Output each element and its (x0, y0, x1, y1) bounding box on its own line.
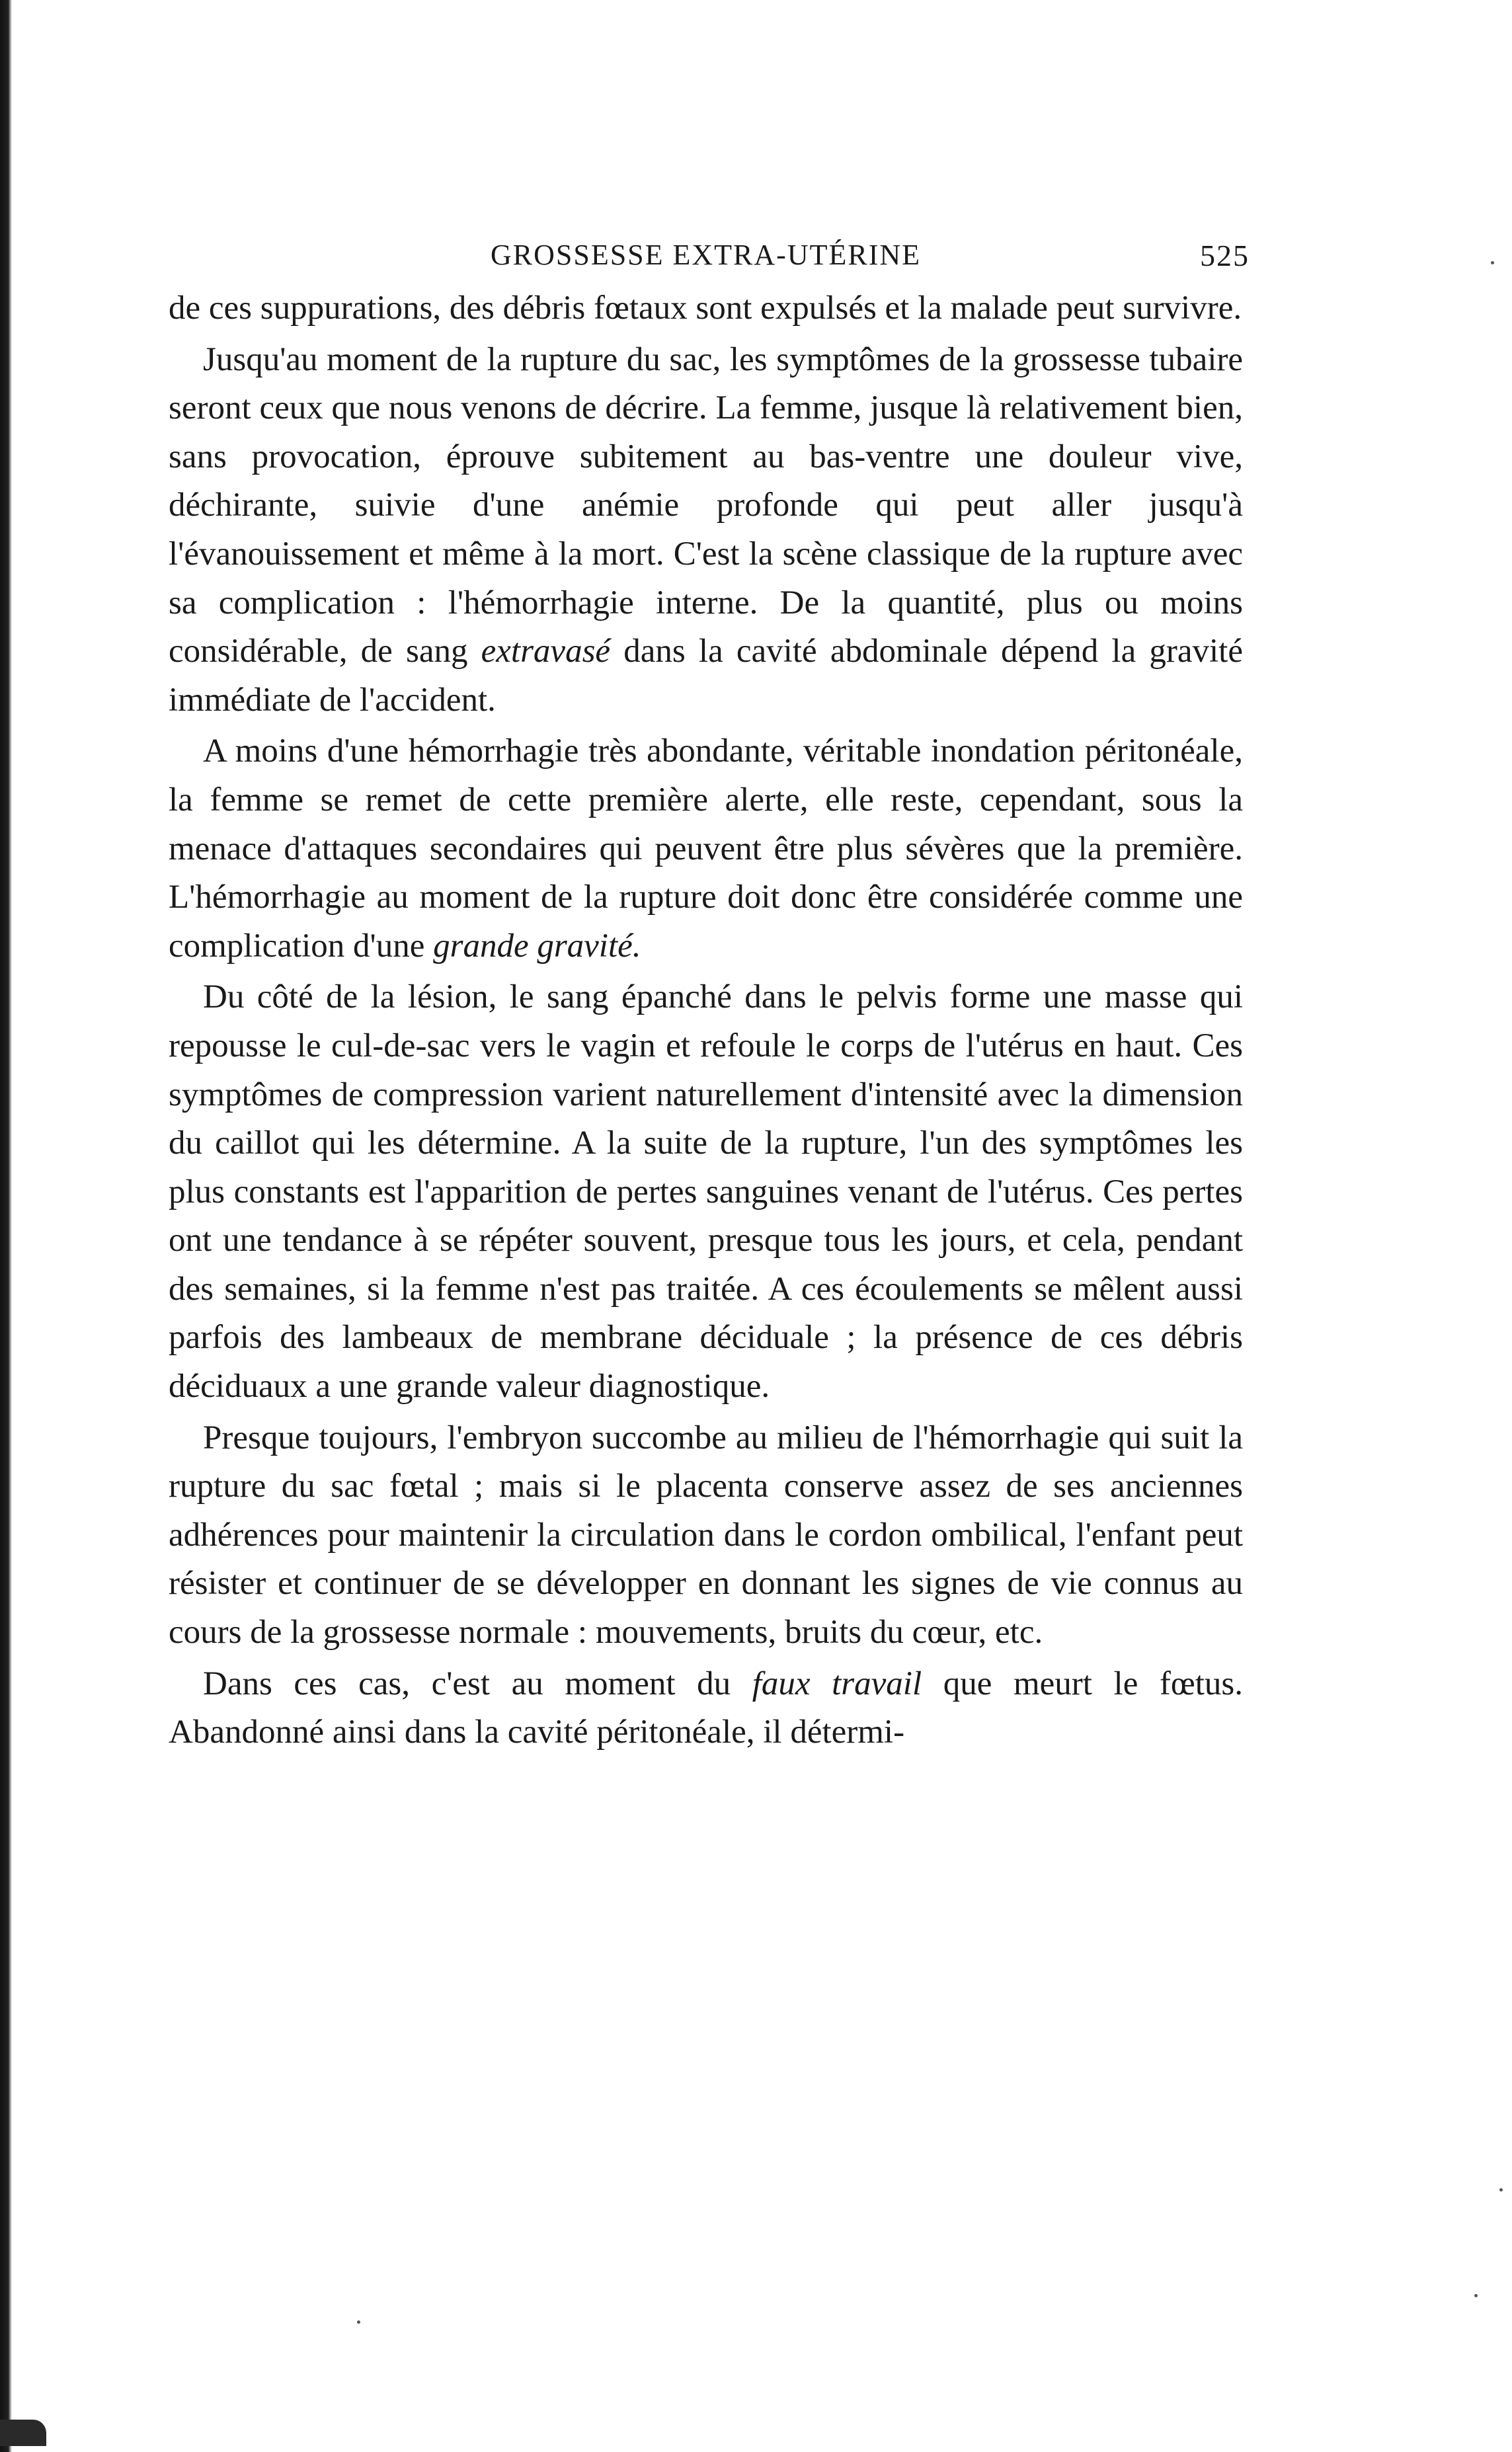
text-run: Dans ces cas, c'est au moment du (203, 1665, 752, 1702)
book-page (169, 238, 1250, 1757)
italic-text: grande gravité. (433, 927, 641, 965)
paragraph (169, 1414, 1243, 1657)
paragraph (169, 1660, 1243, 1757)
body-text (169, 284, 1243, 1757)
paragraph (169, 727, 1243, 970)
scan-speck (1474, 2294, 1478, 2297)
text-run: que meurt le fœtus. Abandonné ainsi dans la cavité péritonéale, il détermi- (169, 1665, 1244, 1751)
text-run: Du côté de la lésion, le sang épanché dans le pelvis forme une masse qui repousse le cul-de-sac vers le vagin et refoule le corps de l'utérus en haut. Ces symptômes de compression varient naturellement d'intensité avec la dimension du caillot qui les détermine. A la suite de la rupture, l'un des symptômes les plus constants est l'apparition de pertes sanguines venant de l'utérus. Ces pertes ont une tendance à se répéter souvent, presque tous les jours, et cela, pendant des semaines, si la femme n'est pas traitée. A ces écoulements se mêlent aussi parfois des lambeaux de membrane déciduale ; la présence de ces débris déciduaux a une grande valeur diagnostique. (169, 978, 1243, 1405)
page-number: 525 (1200, 239, 1250, 272)
page-binding-edge (0, 0, 12, 2452)
scan-speck (1491, 261, 1494, 264)
italic-text: faux travail (752, 1665, 922, 1702)
paragraph (169, 973, 1243, 1411)
text-run: de ces suppurations, des débris fœtaux sont expulsés et la malade peut survivre. (169, 290, 1242, 327)
scan-speck (357, 2320, 360, 2324)
paragraph (169, 336, 1243, 725)
text-run: A moins d'une hémorrhagie très abondante, véritable inondation péritonéale, la femme se remet de cette première alerte, elle reste, cependant, sous la menace d'attaques secondaires qui peuvent être plus sévères que la première. L'hémorrhagie au moment de la rupture doit donc être considérée comme une complication d'une (169, 732, 1243, 965)
text-run: Presque toujours, l'embryon succombe au milieu de l'hémorrhagie qui suit la rupture du sac fœtal ; mais si le placenta conserve assez de ses anciennes adhérences pour maintenir la circulation dans le cordon ombilical, l'enfant peut résister et continuer de se développer en donnant les signes de vie connus au cours de la grossesse normale : mouvements, bruits du cœur, etc. (169, 1419, 1243, 1651)
text-run: Jusqu'au moment de la rupture du sac, les symptômes de la grossesse tubaire seront ceux que nous venons de décrire. La femme, jusque là relativement bien, sans provocation, éprouve subitement au bas-ventre une douleur vive, déchirante, suivie d'une anémie profonde qui peut aller jusqu'à l'évanouissement et même à la mort. C'est la scène classique de la rupture avec sa complication : l'hémorrhagie interne. De la quantité, plus ou moins considérable, de sang (169, 340, 1243, 670)
text-run: dans la cavité abdominale dépend la gravité immédiate de l'accident. (169, 633, 1243, 719)
paragraph (169, 284, 1243, 333)
binding-shadow (0, 2420, 46, 2446)
running-title: GROSSESSE EXTRA-UTÉRINE (490, 239, 922, 271)
running-header (169, 238, 1250, 284)
scan-speck (1499, 2188, 1503, 2192)
italic-text: extravasé (481, 633, 611, 670)
